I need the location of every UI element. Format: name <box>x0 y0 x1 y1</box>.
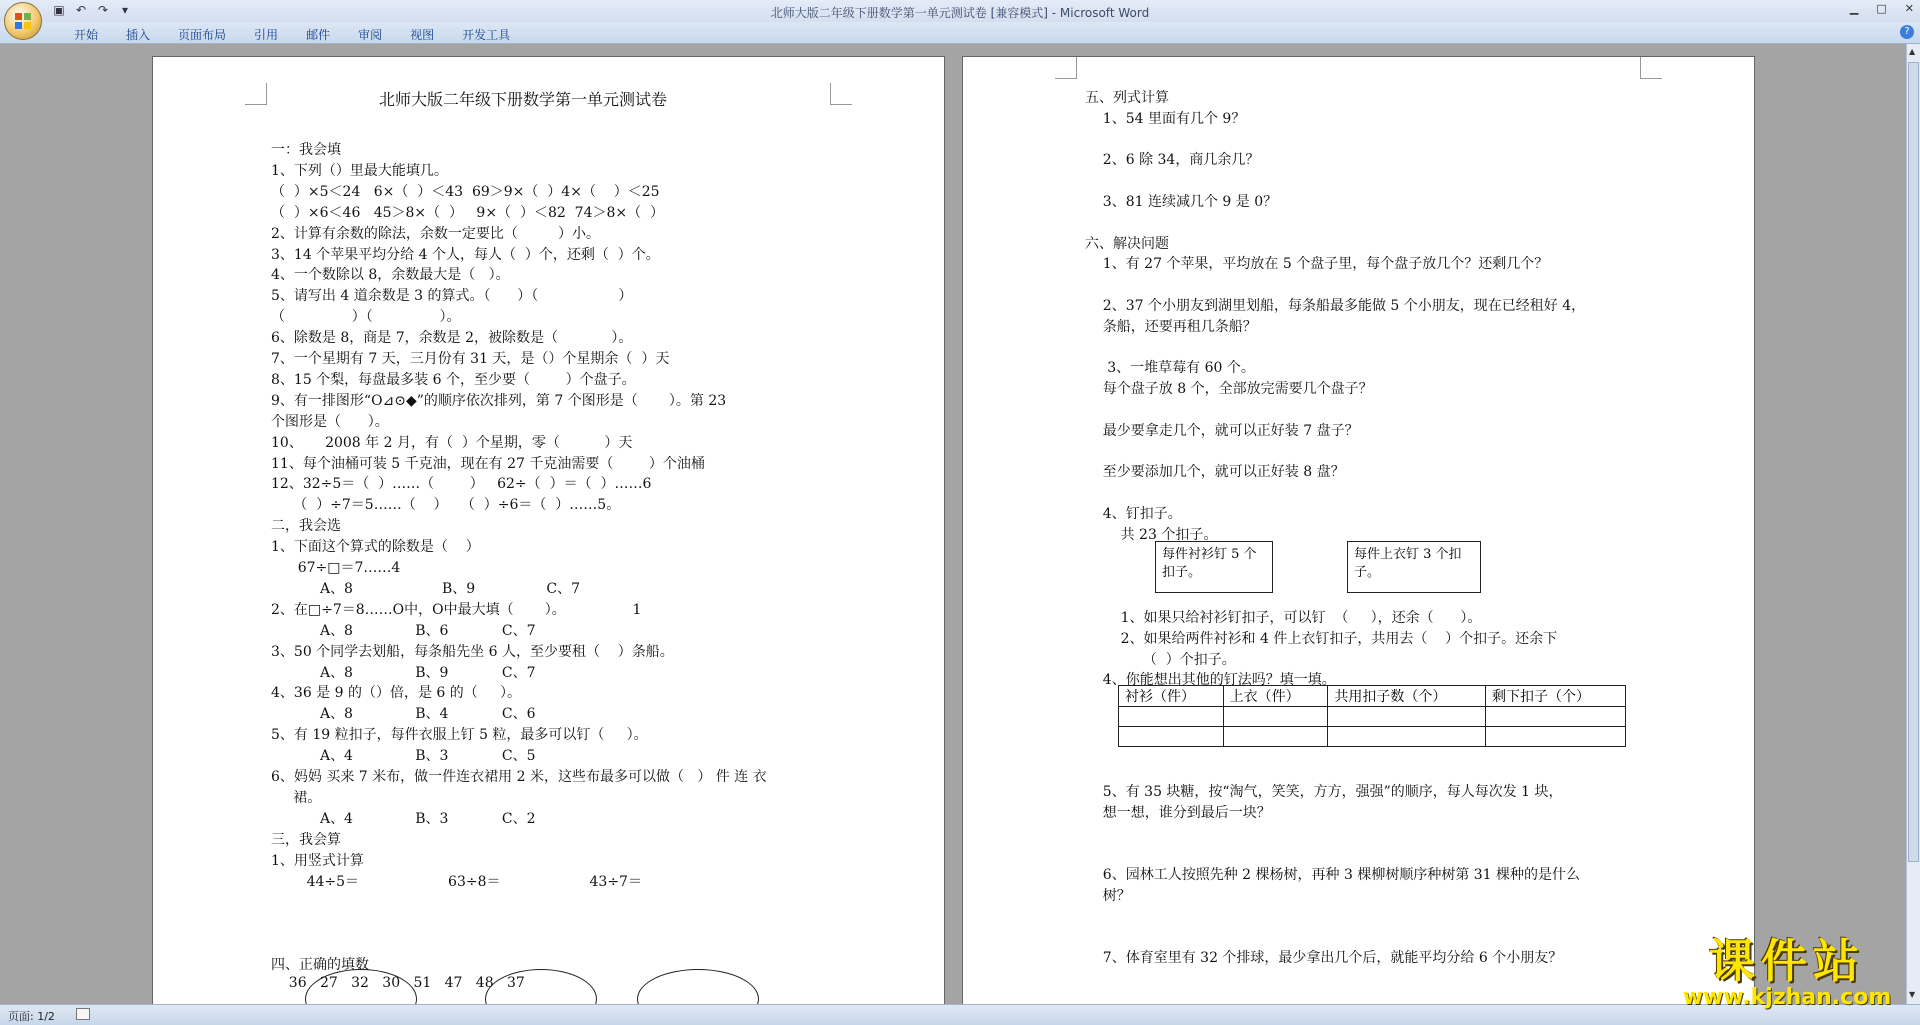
document-line: 至少要添加几个，就可以正好装 8 盘？ <box>1085 464 1345 481</box>
ribbon-tab[interactable]: 审阅 <box>358 28 383 42</box>
document-page-1[interactable] <box>152 56 945 1004</box>
table-cell[interactable] <box>1119 707 1224 727</box>
document-line: A、8 B、9 C、7 <box>271 664 536 681</box>
document-line: 二，我会选 <box>271 518 341 535</box>
document-line: 9、有一排图形“O⊿⊙◆”的顺序依次排列，第 7 个图形是（ ）。第 23 <box>271 392 727 409</box>
document-line: 8、15 个梨，每盘最多装 6 个，至少要（ ）个盘子。 <box>271 371 636 388</box>
ribbon-tabs <box>60 26 524 43</box>
title-bar <box>0 0 1920 22</box>
button-table <box>1118 685 1626 747</box>
document-line: 2、如果给两件衬衫和 4 件上衣钉扣子，共用去（ ）个扣子。还余下 <box>1085 630 1558 647</box>
document-line: 1、如果只给衬衫钉扣子，可以钉 （ ），还余（ ）。 <box>1085 610 1482 626</box>
shirt-button-box: 每件衬衫钉 5 个扣子。 <box>1155 541 1273 593</box>
document-line: 1、用竖式计算 <box>271 852 364 869</box>
ribbon-tab[interactable]: 引用 <box>254 28 279 42</box>
ribbon-tab[interactable]: 开始 <box>74 28 99 42</box>
document-line: 3、50 个同学去划船，每条船先坐 6 人，至少要租（ ）条船。 <box>271 643 674 660</box>
document-line: 三，我会算 <box>271 831 341 848</box>
table-cell[interactable] <box>1328 707 1486 727</box>
document-line: A、4 B、3 C、2 <box>271 810 536 827</box>
watermark-url: www.kjzhan.com <box>1682 985 1892 1010</box>
help-icon[interactable]: ? <box>1900 25 1914 39</box>
document-line: 想一想，谁分到最后一块？ <box>1085 804 1271 821</box>
ribbon <box>0 22 1920 44</box>
status-bar <box>0 1004 1920 1025</box>
customize-toolbar-icon[interactable]: ▾ <box>121 3 129 17</box>
document-line: 67÷□＝7……4 <box>271 560 401 576</box>
document-line: 6、妈妈 买来 7 米布，做一件连衣裙用 2 米，这些布最多可以做（ ） 件 连 衣 <box>271 769 767 785</box>
ribbon-tab[interactable]: 视图 <box>410 28 435 42</box>
document-line: 36 27 32 30 51 47 48 37 <box>271 975 525 991</box>
document-line: 2、6 除 34，商几余几？ <box>1085 152 1260 169</box>
document-line: 7、体育室里有 32 个排球，最少拿出几个后，就能平均分给 6 个小朋友？ <box>1085 950 1563 967</box>
table-cell[interactable] <box>1485 707 1625 727</box>
document-line: A、8 B、9 C、7 <box>271 580 580 597</box>
document-line: 5、有 35 块糖，按“淘气，笑笑，方方，强强”的顺序，每人每次发 1 块， <box>1085 784 1563 800</box>
document-workspace <box>0 44 1906 1004</box>
window-controls <box>1850 2 1914 15</box>
document-line: （ ）÷7＝5……（ ） （ ）÷6＝（ ）……5。 <box>271 497 621 514</box>
macro-record-icon[interactable] <box>76 1008 90 1020</box>
maximize-icon[interactable]: □ <box>1876 2 1887 15</box>
table-cell[interactable] <box>1223 707 1328 727</box>
document-line: 6、园林工人按照先种 2 棵杨树，再种 3 棵柳树顺序种树第 31 棵种的是什么 <box>1085 867 1581 884</box>
page-count[interactable]: 页面: 1/2 <box>8 1010 55 1023</box>
table-header-cell: 上衣（件） <box>1223 686 1328 707</box>
document-line: 6、除数是 8，商是 7，余数是 2，被除数是（ ）。 <box>271 330 633 347</box>
window-title: 北师大版二年级下册数学第一单元测试卷 [兼容模式] - Microsoft Word <box>770 6 1150 20</box>
table-cell[interactable] <box>1485 727 1625 747</box>
document-page-2[interactable] <box>962 56 1755 1004</box>
jacket-button-box: 每件上衣钉 3 个扣子。 <box>1347 541 1481 593</box>
document-line: 个图形是（ ）。 <box>271 413 389 430</box>
undo-icon[interactable]: ↶ <box>75 3 87 17</box>
document-line: 裙。 <box>271 789 322 806</box>
ribbon-tab[interactable]: 插入 <box>126 28 151 42</box>
document-line: 4、36 是 9 的（）倍，是 6 的（ ）。 <box>271 685 522 702</box>
document-line: 7、一个星期有 7 天，三月份有 31 天，是（）个星期余（ ）天 <box>271 351 670 367</box>
document-line: 树？ <box>1085 888 1131 904</box>
number-oval <box>637 969 759 1004</box>
document-line: 5、请写出 4 道余数是 3 的算式。（ ）（ ） <box>271 288 633 305</box>
table-cell[interactable] <box>1119 727 1224 747</box>
document-line: 10、 2008 年 2 月，有（ ）个星期，零（ ）天 <box>271 434 633 451</box>
document-line: A、8 B、6 C、7 <box>271 622 536 639</box>
table-cell[interactable] <box>1223 727 1328 747</box>
crop-mark <box>1055 57 1077 79</box>
document-line: 3、一堆草莓有 60 个。 <box>1085 360 1255 377</box>
document-line: 12、32÷5＝（ ）……（ ） 62÷（ ）＝（ ）……6 <box>271 476 652 493</box>
document-line: A、4 B、3 C、5 <box>271 748 536 765</box>
scroll-up-icon[interactable]: ▲ <box>1909 47 1916 56</box>
document-line: （ ）×5＜24 6×（ ）＜43 69＞9×（ ）4×（ ）＜25 <box>271 183 660 200</box>
table-header-cell: 衬衫（件） <box>1119 686 1224 707</box>
ribbon-tab[interactable]: 页面布局 <box>178 28 227 42</box>
document-line: 4、钉扣子。 <box>1085 506 1182 522</box>
document-line: 5、有 19 粒扣子，每件衣服上钉 5 粒，最多可以钉（ ）。 <box>271 727 648 744</box>
scroll-thumb[interactable] <box>1908 62 1919 862</box>
document-line: 最少要拿走几个，就可以正好装 7 盘子？ <box>1085 422 1359 439</box>
document-line: 3、14 个苹果平均分给 4 个人，每人（ ）个，还剩（ ）个。 <box>271 246 660 263</box>
document-line: 四、正确的填数 <box>271 957 369 974</box>
document-line: 五、列式计算 <box>1085 90 1169 106</box>
document-line: 1、有 27 个苹果，平均放在 5 个盘子里，每个盘子放几个？还剩几个？ <box>1085 256 1549 273</box>
document-line: 每个盘子放 8 个，全部放完需要几个盘子？ <box>1085 381 1373 398</box>
document-line: 1、下面这个算式的除数是（ ） <box>271 539 480 556</box>
site-watermark <box>1672 925 1902 1010</box>
document-line: （ ）×6＜46 45＞8×（ ） 9×（ ）＜82 74＞8×（ ） <box>271 204 665 221</box>
minimize-icon[interactable]: ▁ <box>1849 2 1859 15</box>
document-line: 11、每个油桶可装 5 千克油，现在有 27 千克油需要（ ）个油桶 <box>271 455 705 472</box>
document-line: 1、下列（）里最大能填几。 <box>271 162 448 179</box>
document-line: 4、一个数除以 8，余数最大是（ ）。 <box>271 267 510 284</box>
table-header-cell: 共用扣子数（个） <box>1328 686 1486 707</box>
watermark-text: 课件站 <box>1709 934 1865 988</box>
table-cell[interactable] <box>1328 727 1486 747</box>
quick-access-toolbar <box>52 3 132 17</box>
redo-icon[interactable]: ↷ <box>97 3 109 17</box>
document-line: 2、计算有余数的除法，余数一定要比（ ）小。 <box>271 225 600 242</box>
table-header-cell: 剩下扣子（个） <box>1485 686 1625 707</box>
ribbon-tab[interactable]: 开发工具 <box>462 28 511 42</box>
crop-mark <box>830 83 852 105</box>
document-line: 2、在□÷7＝8……O中，O中最大填（ ）。 1 <box>271 601 642 618</box>
document-line: 2、37 个小朋友到湖里划船，每条船最多能做 5 个小朋友，现在已经租好 4， <box>1085 298 1586 314</box>
office-logo-icon <box>14 12 32 30</box>
crop-mark <box>1640 57 1662 79</box>
document-line: A、8 B、4 C、6 <box>271 706 536 723</box>
close-icon[interactable]: ✕ <box>1904 2 1914 15</box>
document-line: 3、81 连续减几个 9 是 0？ <box>1085 194 1278 210</box>
document-line: 六、解决问题 <box>1085 235 1169 252</box>
ribbon-tab[interactable]: 邮件 <box>306 28 331 42</box>
save-icon[interactable]: ▣ <box>53 3 65 17</box>
scroll-down-icon[interactable]: ▼ <box>1909 990 1916 999</box>
document-title: 北师大版二年级下册数学第一单元测试卷 <box>379 90 668 109</box>
vertical-scrollbar[interactable] <box>1906 44 1920 1004</box>
document-line: 44÷5＝ 63÷8＝ 43÷7＝ <box>271 873 642 890</box>
crop-mark <box>245 83 267 105</box>
document-line: （ ）（ ）。 <box>271 309 461 326</box>
document-line: 1、54 里面有几个 9？ <box>1085 110 1246 127</box>
document-line: 4、你能想出其他的钉法吗？填一填。 <box>1085 672 1336 689</box>
document-line: （ ）个扣子。 <box>1085 651 1236 668</box>
document-line: 一：我会填 <box>271 142 341 158</box>
document-line: 条船，还要再租几条船？ <box>1085 318 1257 335</box>
office-button[interactable] <box>4 2 42 40</box>
document-line: 共 23 个扣子。 <box>1085 526 1218 543</box>
